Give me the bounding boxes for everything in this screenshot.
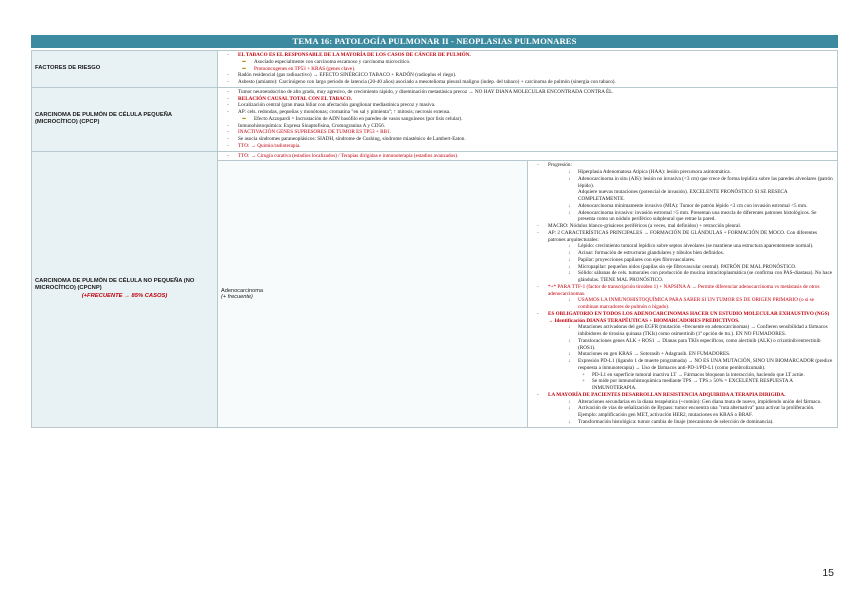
bullet-icon: ➥ (242, 115, 247, 122)
tto-cell (218, 151, 838, 161)
note-text: AP: cels. redondas, pequeñas y monótonas; cromatina "en sal y pimienta"; ↑ mitosis; necrosis extensa. (238, 109, 451, 115)
note-line (222, 143, 834, 150)
bullet-icon: ↓ (568, 405, 571, 412)
note-text: Hiperplasia Adenomatosa Atípica (HAA): lesión precursora asintomática. (578, 169, 731, 175)
note-text: Radón residencial (gas radioactivo) → EFECTO SINÉRGICO TABACO + RADÓN (radioplus el riego). (238, 72, 457, 79)
note-text: Adenocarcinoma invasivo: invasión estromal >5 mm. Presentan una mezcla de diferentes patrones histológicos. Se presenta como un nódulo periférico subpleural que retrae la pared. (578, 209, 817, 223)
bullet-icon: ↓ (568, 270, 571, 277)
bullet-icon: - (227, 122, 229, 129)
note-text: TTO: → Quimio/radioterapia. (238, 142, 301, 149)
bullet-icon: ↓ (568, 250, 571, 256)
bullet-icon: ↓ (568, 209, 571, 216)
bullet-icon: ↓ (568, 418, 571, 425)
bullet-icon: ↓ (568, 324, 571, 331)
note-line (532, 324, 834, 338)
note-text: Papilar: proyecciones papilares con ejes fibrovasculares. (578, 256, 696, 263)
note-text: PD-L1 en superficie tumoral inactiva LT → Fármacos bloquean la interacción, haciendo que LT actúe. (592, 371, 805, 378)
bullet-icon: - (227, 142, 229, 149)
row-label: CARCINOMA DE PULMÓN DE CÉLULA PEQUEÑA (MICROCÍTICO) (CPCP) (32, 87, 218, 151)
bullet-icon: ↓ (568, 263, 571, 270)
note-text: Asociado especialmente con carcinoma escamoso y carcinoma microcítico. (254, 58, 411, 65)
note-line (532, 338, 834, 352)
note-text: AP: 2 CARACTERÍSTICAS PRINCIPALES → FORMACIÓN DE GLÁNDULAS + FORMACIÓN DE MOCO. Con diferentes patrones arquitecturales: (548, 229, 818, 243)
note-text: Mutaciones activadoras del gen EGFR (mutación +frecuente en adenocarcinomas) → Confieren sensibilidad a fármacos inhibidores de tirosina quinasa (TKIs) como osimertinib (1ª opción de tto.). EN NO FUMADORES. (578, 324, 828, 337)
note-text: INACTIVACIÓN GENES SUPRESORES DE TUMOR ES TP53 + RB1. (238, 129, 391, 136)
note-line (532, 243, 834, 250)
note-text: Expresión PD-L1 (ligando 1 de muerte programada) → NO ES UNA MUTACIÓN, SINO UN BIOMARCADOR (predice respuesta a inmunoterapia) → Uso de fármacos anti-PD-1/PD-L1 (como pembrolizumab). (578, 358, 833, 371)
row-content (218, 87, 838, 151)
frequency-tag: (+FRECUENTE → 85% CASOS) (81, 292, 168, 299)
note-line (222, 72, 834, 79)
note-text: Se mide por inmunohistoquímica mediante TPS → TPS ≥ 50% = EXCELENTE RESPUESTA A INMUNOTERAPIA. (592, 378, 793, 391)
note-text: USAMOS LA INMUNOHISTOQUÍMICA PARA SABER SI UN TUMOR ES DE ORIGEN PRIMARIO (o si se combinan marcadores de pulmón o hígado). (578, 297, 814, 310)
bullet-icon: - (227, 79, 229, 85)
note-line (532, 250, 834, 257)
note-line (532, 372, 834, 379)
note-line (222, 89, 834, 96)
note-text: MACRO: Nódulos blanco-grisáceos periféricos (a veces, mal definidos) + retracción pleural. (548, 223, 742, 229)
note-text: EL TABACO ES EL RESPONSABLE DE LA MAYORÍA DE LOS CASOS DE CÁNCER DE PULMÓN. (238, 52, 471, 58)
note-text: Transformación histológica: tumor cambia de linaje (mecanismo de selección de dominancia). (578, 418, 774, 425)
note-text: Micropapilar: pequeños nidos (papilas sin eje fibrovascular central). PATRÓN DE MAL PRONÓSTICO. (578, 263, 797, 270)
note-text: Localización central (gran masa hiliar con afectación ganglionar mediastínica precoz y masiva. (238, 102, 436, 109)
note-text: TTO: → Cirugía curativa (estadios localizados) / Terapias dirigidas e inmunoterapia (estadios avanzados). (238, 152, 459, 159)
note-text: Lépido: crecimiento tumoral lepídico sobre septos alveolares (se mantiene una estructura aparentemente normal). (578, 243, 814, 250)
bullet-icon: + (582, 378, 585, 385)
note-text: Progresión: (548, 162, 572, 169)
note-line (532, 169, 834, 176)
note-text: ES OBLIGATORIO EN TODOS LOS ADENOCARCINOMAS HACER UN ESTUDIO MOLECULAR EXHAUSTIVO (NGS) → Identificación DIANAS TERAPÉUTICAS + BIOMARCADORES PREDICTIVOS. (548, 310, 830, 324)
note-line (532, 230, 834, 244)
bullet-icon: ➥ (242, 58, 247, 65)
bullet-icon: ↓ (568, 175, 571, 182)
note-text: Sólido: sábanas de cels. tumorales con producción de mucina intracitoplasmática (se confirma con PAS-diastasa). No hace glándulas. TIENE MAL PRONÓSTICO. (578, 270, 833, 283)
note-text: Se asocia síndromes paraneoplásicos: SIADH, síndrome de Cushing, síndrome miasténico de Lambert-Eaton. (238, 136, 466, 142)
note-text: RELACIÓN CAUSAL TOTAL CON EL TABACO. (238, 95, 352, 102)
note-line (222, 59, 834, 66)
note-line (532, 378, 834, 392)
note-line (222, 79, 834, 86)
subtype-tag: (+ frecuente) (221, 293, 253, 300)
bullet-icon: ↓ (568, 243, 571, 250)
note-line (532, 203, 834, 210)
page-number: 15 (822, 567, 834, 579)
note-text: Alteraciones secundarias en la diana terapéutica (+común): Gen diana muta de nuevo, impidiendo unión del fármaco. (578, 398, 822, 405)
subtype-content (528, 161, 838, 427)
note-text: Adenocarcinoma in situ (AIS): lesión no invasiva (<3 cm) que crece de forma lepidica sobre las paredes alveolares (patrón lépido). (578, 175, 833, 189)
note-line (532, 162, 834, 169)
row-label: FACTORES DE RIESGO (32, 51, 218, 88)
bullet-icon: - (227, 129, 229, 136)
bullet-icon: ↓ (568, 297, 571, 304)
row-label-cpcnp (32, 151, 218, 427)
note-line (222, 102, 834, 109)
note-line (532, 257, 834, 264)
table-row (32, 87, 838, 151)
bullet-icon: ↓ (568, 337, 571, 344)
bullet-icon: ↓ (568, 256, 571, 263)
note-text: Tumor neuroendocrino de alto grado, muy agresivo, de crecimiento rápido, y diseminación metastásica precoz → NO HAY DIANA MOLECULAR ENCONTRADA CONTRA ÉL. (238, 88, 614, 95)
note-line (532, 419, 834, 426)
bullet-icon: - (227, 72, 229, 79)
note-line (222, 52, 834, 59)
note-line (532, 223, 834, 230)
note-text: Efecto Azzopardi = Incrustación de ADN basófilo en paredes de vasos sanguíneos (por lisis celular). (254, 115, 463, 122)
bullet-icon: - (537, 310, 539, 317)
note-line (532, 405, 834, 419)
note-text: Translocaciones genes ALK + ROS1 → Dianas para TKIs específicos, como alectinib (ALK) o crizotinib/entrectinib (ROS1). (578, 337, 821, 351)
note-line (532, 210, 834, 224)
note-line (532, 297, 834, 311)
bullet-icon: - (537, 283, 539, 290)
page-title: TEMA 16: PATOLOGÍA PULMONAR II - NEOPLASIAS PULMONARES (31, 35, 838, 48)
bullet-icon: - (227, 102, 229, 109)
note-line (532, 270, 834, 284)
bullet-icon: - (537, 391, 539, 398)
subtype-label (218, 161, 528, 427)
table-row (32, 51, 838, 88)
note-line (222, 129, 834, 136)
note-line (222, 109, 834, 116)
bullet-icon: ↓ (568, 351, 571, 358)
note-line (532, 311, 834, 325)
note-line (532, 189, 834, 203)
note-text: Mutaciones en gen KRAS → Sotorasib + Adagrasib. EN FUMADORES. (578, 351, 731, 358)
note-line (532, 392, 834, 399)
notes-table (31, 50, 838, 428)
bullet-icon: + (582, 371, 585, 378)
note-line (222, 153, 834, 160)
table-row (32, 151, 838, 161)
note-text: Adenocarcinoma mínimamente invasivo (MIA): Tumor de patrón lépido <3 cm con invasión estromal <5 mm. (578, 202, 808, 209)
note-line (532, 358, 834, 372)
row-content (218, 51, 838, 88)
bullet-icon: - (227, 136, 229, 142)
label-text: CARCINOMA DE PULMÓN DE CÉLULA NO PEQUEÑA (NO MICROCÍTICO) (CPCNP) (35, 278, 195, 292)
note-text: Protooncogenes en TP53 + KRAS (genes clave). (254, 65, 356, 72)
note-text: Asbesto (amianto): Carcinógeno con largo periodo de latencia (20-40 años) asociado a mesotelioma pleural maligno (indep. del tabaco) + carcinoma de pulmón (sinergia con tabaco). (238, 79, 616, 85)
note-line (532, 176, 834, 190)
note-line (532, 284, 834, 298)
bullet-icon: - (227, 88, 229, 95)
bullet-icon: - (227, 152, 229, 159)
note-text: *+* PARA TTF-1 (factor de transcripción tiroideo 1) + NAPSINA A → Permite diferenciar adenocarcinoma vs metástasis de otros adenocarcinomas. (548, 283, 820, 297)
bullet-icon: ➥ (242, 65, 247, 72)
note-text: Inmunohistoquímica: Expresa Sinaptofisina, Cromogranina A y CD56. (238, 122, 385, 129)
note-line (222, 116, 834, 123)
note-text: Acinar: formación de estructuras glandulares y túbulos bien definidos. (578, 250, 724, 256)
bullet-icon: ↓ (568, 358, 571, 364)
subtype-name: Adenocarcinoma (221, 287, 263, 294)
note-text: LA MAYORÍA DE PACIENTES DESARROLLAN RESISTENCIA ADQUIRIDA A TERAPIA DIRIGIDA. (548, 391, 786, 398)
note-text: Activación de vías de señalización de Bypass: tumor encuentra una "ruta alternativa" para activar la proliferación. Ejemplo: amplificación gen MET, activación HER2, mutaciones en KRAS o BRAF. (578, 405, 815, 418)
bullet-icon: ↓ (568, 398, 571, 405)
bullet-icon: - (227, 95, 229, 102)
document-page (31, 35, 838, 428)
bullet-icon: ↓ (568, 169, 571, 175)
note-text: Adquiere nuevas mutaciones (potencial de invasión). EXCELENTE PRONÓSTICO SI SE RESECA COMPLETAMENTE. (578, 189, 788, 202)
bullet-icon: - (537, 229, 539, 236)
bullet-icon: ↓ (568, 202, 571, 209)
note-line (532, 351, 834, 358)
bullet-icon: - (227, 109, 229, 115)
bullet-icon: - (537, 223, 539, 229)
bullet-icon: - (537, 162, 539, 169)
bullet-icon: - (227, 52, 229, 58)
note-line (222, 136, 834, 143)
